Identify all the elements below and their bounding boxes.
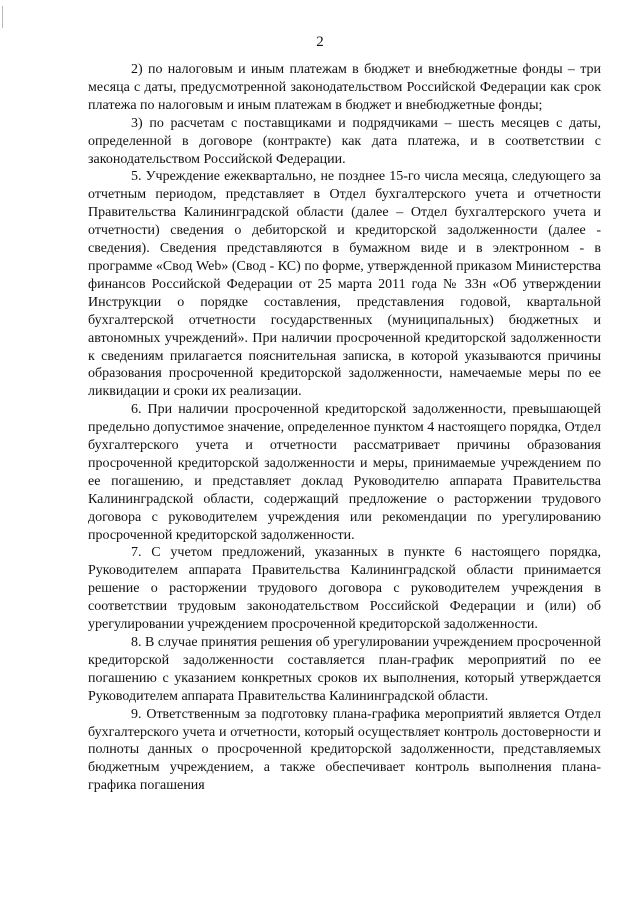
paragraph-clause-6: 6. При наличии просроченной кредиторской задолженности, превышающей предельно допустимое значение, определенное пунктом 4 настоящего порядка, Отдел бухгалтерского учета и отчетности рассматривает причины образования просроченной кредиторской задолженности и меры, принимаемые учреждением по ее погашению, и представляет доклад Руководителю аппарата Правительства Калининградской области, содержащий предложение о расторжении трудового договора с руководителем учреждения или рекомендации по урегулированию просроченной кредиторской задолженности. [88, 402, 601, 543]
scan-margin-mark [2, 6, 6, 28]
page-number: 2 [316, 34, 324, 50]
paragraph-clause-8: 8. В случае принятия решения об урегулировании учреждением просроченной кредиторской задолженности составляется план-график мероприятий по ее погашению с указанием конкретных сроков их выполнения, который утверждается Руководителем аппарата Правительства Калининградской области. [88, 635, 601, 704]
paragraph-clause-7: 7. С учетом предложений, указанных в пункте 6 настоящего порядка, Руководителем аппарата Правительства Калининградской области принимается решение о расторжении трудового договора с руководителем учреждения в соответствии трудовым законодательством Российской Федерации и (или) об урегулировании учреждением просроченной кредиторской задолженности. [88, 545, 601, 633]
paragraph-item-2-tax-payments: 2) по налоговым и иным платежам в бюджет и внебюджетные фонды – три месяца с даты, предусмотренной законодательством Российской Федерации как срок платежа по налоговым и иным платежам в бюджет и внебюджетные фонды; [88, 62, 601, 113]
document-body [88, 61, 601, 795]
paragraph-clause-9: 9. Ответственным за подготовку плана-графика мероприятий является Отдел бухгалтерского учета и отчетности, который осуществляет контроль достоверности и полноты данных о просроченной кредиторской задолженности, представляемых бюджетным учреждением, а также обеспечивает контроль выполнения плана-графика погашения [88, 706, 601, 794]
paragraph-clause-5: 5. Учреждение ежеквартально, не позднее 15-го числа месяца, следующего за отчетным периодом, представляет в Отдел бухгалтерского учета и отчетности Правительства Калининградской области (далее – Отдел бухгалтерского учета и отчетности) сведения о дебиторской и кредиторской задолженности (далее - сведения). Сведения представляются в бумажном виде и в электронном - в программе «Свод Web» (Свод - КС) по форме, утвержденной приказом Министерства финансов Российской Федерации от 25 марта 2011 года № 33н «Об утверждении Инструкции о порядке составления, представления годовой, квартальной бухгалтерской отчетности государственных (муниципальных) бюджетных и автономных учреждений». При наличии просроченной кредиторской задолженности к сведениям прилагается пояснительная записка, в которой указываются причины образования просроченной кредиторской задолженности, намечаемые меры по ее ликвидации и сроки их реализации. [88, 169, 601, 400]
paragraph-item-3-suppliers: 3) по расчетам с поставщиками и подрядчиками – шесть месяцев с даты, определенной в договоре (контракте) как дата платежа, и в соответствии с законодательством Российской Федерации. [88, 115, 601, 167]
